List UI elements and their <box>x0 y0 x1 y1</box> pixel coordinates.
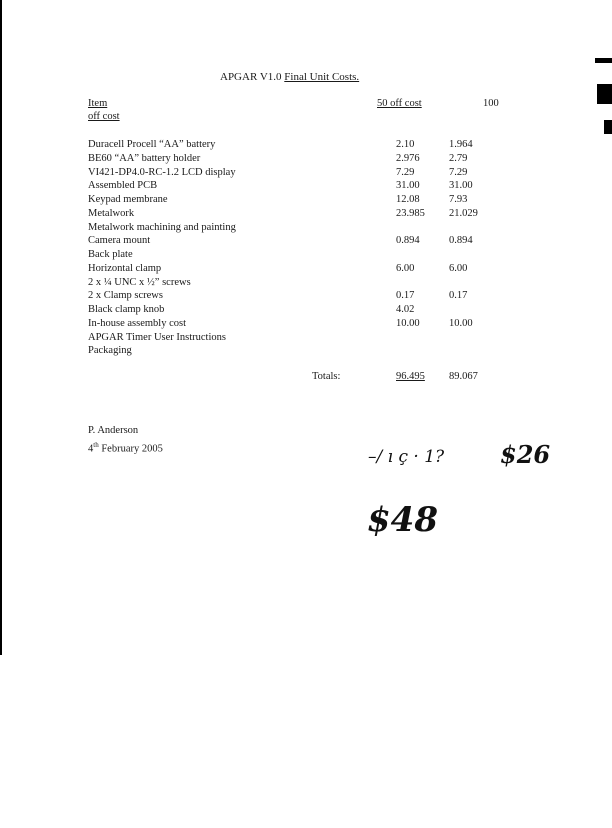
row-cost-100: 7.93 <box>449 194 468 205</box>
row-cost-50: 23.985 <box>396 208 425 219</box>
row-cost-100: 7.29 <box>449 167 468 178</box>
header-item: Item <box>88 98 108 109</box>
row-item-label: Packaging <box>88 345 132 356</box>
date-rest: February 2005 <box>98 443 163 455</box>
row-cost-50: 0.17 <box>396 290 415 301</box>
row-item-label: Black clamp knob <box>88 304 165 315</box>
row-cost-50: 0.894 <box>396 235 420 246</box>
page-title <box>220 71 359 83</box>
row-item-label: VI421-DP4.0-RC-1.2 LCD display <box>88 167 236 178</box>
scan-mark-lower <box>604 120 612 134</box>
row-item-label: Horizontal clamp <box>88 263 162 274</box>
totals-label: Totals: <box>312 371 341 382</box>
row-item-label: APGAR Timer User Instructions <box>88 332 226 343</box>
row-item-label: Assembled PCB <box>88 180 158 191</box>
document-date <box>88 439 163 456</box>
row-cost-100: 2.79 <box>449 153 468 164</box>
row-cost-50: 2.976 <box>396 153 420 164</box>
handwritten-note-2: $26 <box>500 440 551 469</box>
row-item-label: 2 x Clamp screws <box>88 290 163 301</box>
row-cost-100: 10.00 <box>449 318 473 329</box>
row-cost-100: 31.00 <box>449 180 473 191</box>
date-day: 4 <box>88 443 94 455</box>
header-off-cost: off cost <box>88 111 120 122</box>
row-item-label: BE60 “AA” battery holder <box>88 153 201 164</box>
row-item-label: Back plate <box>88 249 133 260</box>
scan-mark-middle <box>597 84 612 104</box>
row-cost-50: 10.00 <box>396 318 420 329</box>
scan-mark-top <box>595 58 612 63</box>
handwritten-note-3: $48 <box>367 500 438 540</box>
row-item-label: Metalwork <box>88 208 135 219</box>
row-item-label: Keypad membrane <box>88 194 168 205</box>
scan-edge-left <box>0 0 2 655</box>
handwritten-note-1: –/ ı ç · 1? <box>368 447 445 467</box>
row-cost-100: 21.029 <box>449 208 478 219</box>
header-50-off: 50 off cost <box>377 98 422 109</box>
row-cost-100: 0.894 <box>449 235 473 246</box>
row-item-label: Metalwork machining and painting <box>88 222 236 233</box>
row-cost-50: 6.00 <box>396 263 415 274</box>
row-cost-50: 2.10 <box>396 139 415 150</box>
title-prefix: APGAR V1.0 <box>220 71 282 83</box>
row-cost-100: 1.964 <box>449 139 473 150</box>
date-suffix: th <box>93 441 99 449</box>
row-item-label: Duracell Procell “AA” battery <box>88 139 216 150</box>
title-underlined: Final Unit Costs. <box>284 71 360 83</box>
row-cost-100: 0.17 <box>449 290 468 301</box>
row-cost-50: 7.29 <box>396 167 415 178</box>
row-item-label: Camera mount <box>88 235 151 246</box>
row-cost-50: 4.02 <box>396 304 415 315</box>
row-cost-50: 31.00 <box>396 180 420 191</box>
row-item-label: 2 x ¼ UNC x ½” screws <box>88 277 191 288</box>
header-100: 100 <box>483 98 499 109</box>
totals-100: 89.067 <box>449 371 478 382</box>
totals-50: 96.495 <box>396 371 425 382</box>
author-name: P. Anderson <box>88 425 139 436</box>
row-cost-100: 6.00 <box>449 263 468 274</box>
row-cost-50: 12.08 <box>396 194 420 205</box>
row-item-label: In-house assembly cost <box>88 318 186 329</box>
